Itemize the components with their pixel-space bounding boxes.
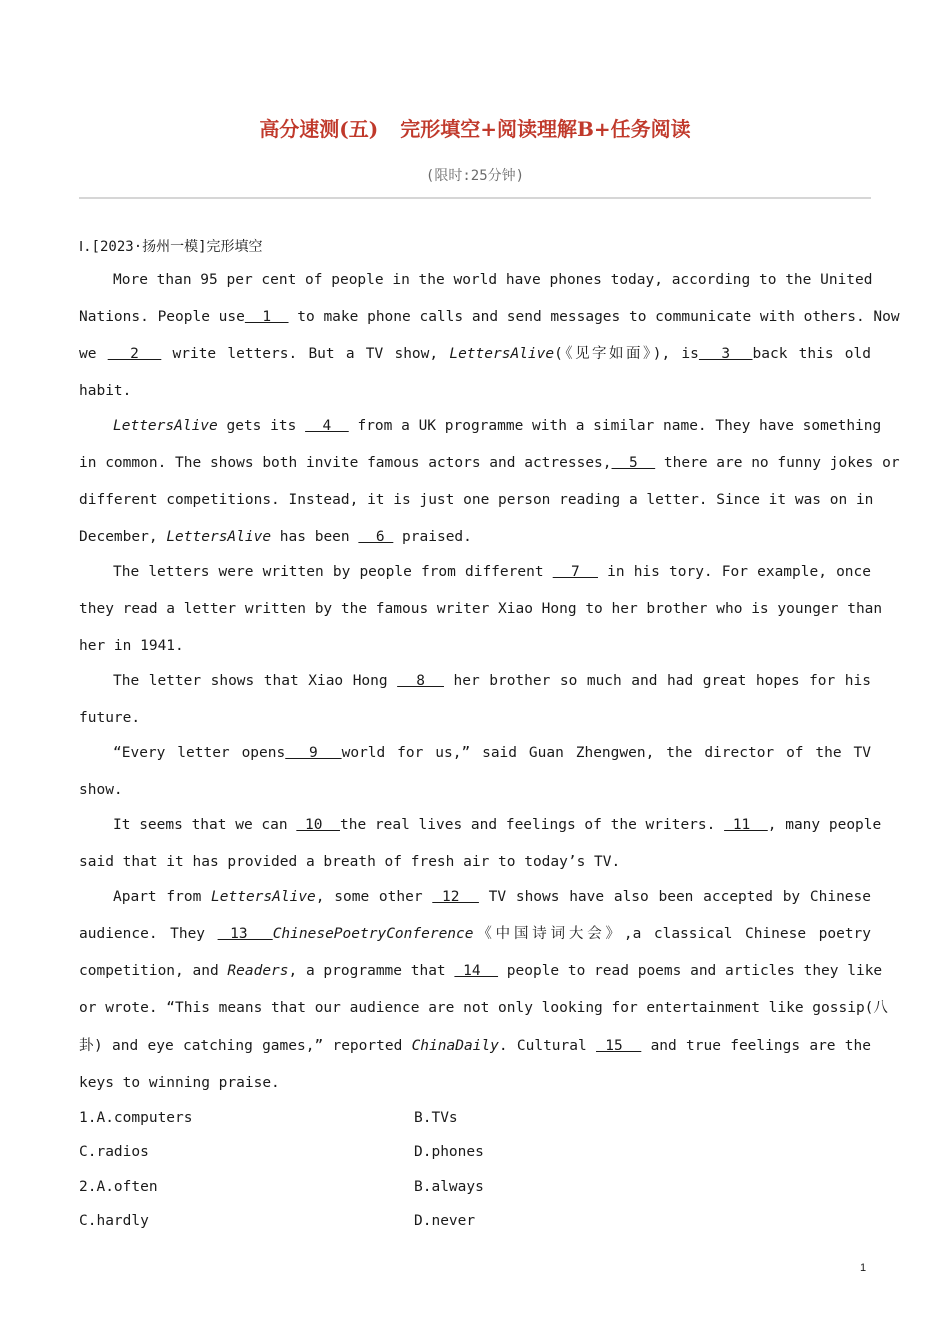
blank-6: 6	[358, 529, 394, 545]
passage-line: 卦) and eye catching games,” reported ChinaDaily. Cultural 15 and true feelings are the	[79, 1038, 871, 1054]
passage-line: competition, and Readers, a programme that 14 people to read poems and articles they like	[79, 963, 883, 979]
blank-7: 7	[552, 564, 598, 580]
show-title: LettersAlive	[211, 889, 316, 905]
option-1b: B.TVs	[414, 1110, 458, 1126]
passage-line: The letters were written by people from different 7 in his tory. For example, once	[113, 564, 871, 580]
page-title	[0, 113, 950, 142]
passage-line: The letter shows that Xiao Hong 8 her brother so much and had great hopes for his	[113, 673, 871, 689]
passage-line: said that it has provided a breath of fresh air to today’s TV.	[79, 854, 621, 870]
passage-line: “Every letter opens 9 world for us,” said Guan Zhengwen, the director of the TV	[113, 745, 871, 761]
passage-line: keys to winning praise.	[79, 1075, 280, 1091]
blank-8: 8	[397, 673, 444, 689]
blank-5: 5	[611, 455, 656, 471]
blank-12: 12	[432, 889, 479, 905]
passage-line: future.	[79, 710, 141, 726]
time-limit: (限时:25分钟)	[425, 168, 525, 184]
blank-4: 4	[305, 418, 349, 434]
blank-1: 1	[244, 309, 289, 325]
option-2b: B.always	[414, 1179, 484, 1195]
show-title: LettersAlive	[449, 346, 555, 362]
passage-line: show.	[79, 782, 123, 798]
passage-line: Apart from LettersAlive, some other 12 TV shows have also been accepted by Chinese	[113, 889, 871, 905]
title-part-1: 高分速测(五)	[259, 117, 379, 141]
blank-3: 3	[698, 346, 753, 362]
option-2a: 2.A.often	[79, 1179, 158, 1195]
title-part-2: 完形填空+阅读理解B+任务阅读	[400, 117, 691, 141]
blank-15: 15	[596, 1038, 642, 1054]
passage-line: different competitions. Instead, it is just one person reading a letter. Since it was on in	[79, 492, 874, 508]
passage-line: they read a letter written by the famous writer Xiao Hong to her brother who is younger than	[79, 601, 883, 617]
option-2d: D.never	[414, 1213, 476, 1229]
passage-line: Nations. People use 1 to make phone calls and send messages to communicate with others. Now	[79, 309, 900, 325]
page-number: 1	[860, 1262, 867, 1274]
blank-13: 13	[217, 926, 273, 942]
passage-line: LettersAlive gets its 4 from a UK programme with a similar name. They have something	[113, 418, 882, 434]
passage-line: her in 1941.	[79, 638, 184, 654]
passage-line: habit.	[79, 383, 132, 399]
passage-line: audience. They 13 ChinesePoetryConference《中国诗词大会》,a classical Chinese poetry	[79, 926, 872, 942]
header-divider	[79, 197, 871, 199]
option-1d: D.phones	[414, 1144, 484, 1160]
passage-line: It seems that we can 10 the real lives and feelings of the writers. 11 , many people	[113, 817, 882, 833]
blank-9: 9	[285, 745, 342, 761]
passage-line: More than 95 per cent of people in the world have phones today, according to the United	[113, 272, 873, 288]
newspaper-title: ChinaDaily	[411, 1038, 499, 1054]
blank-10: 10	[296, 817, 340, 833]
passage-line: or wrote. “This means that our audience are not only looking for entertainment like gossip(八	[79, 1000, 888, 1016]
blank-11: 11	[724, 817, 768, 833]
passage-line: we 2 write letters. But a TV show, LettersAlive(《见字如面》), is 3 back this old	[79, 346, 871, 362]
blank-14: 14	[454, 963, 499, 979]
option-1a: 1.A.computers	[79, 1110, 193, 1126]
option-2c: C.hardly	[79, 1213, 149, 1229]
blank-2: 2	[107, 346, 162, 362]
section-heading: Ⅰ.[2023·扬州一模]完形填空	[79, 239, 263, 255]
option-1c: C.radios	[79, 1144, 149, 1160]
show-title: LettersAlive	[166, 529, 272, 545]
show-title: ChinesePoetryConference	[272, 926, 474, 942]
show-title: Readers	[227, 963, 289, 979]
passage-line: in common. The shows both invite famous actors and actresses, 5 there are no funny jokes or	[79, 455, 900, 471]
passage-line: December, LettersAlive has been 6 praised.	[79, 529, 472, 545]
show-title: LettersAlive	[113, 418, 218, 434]
